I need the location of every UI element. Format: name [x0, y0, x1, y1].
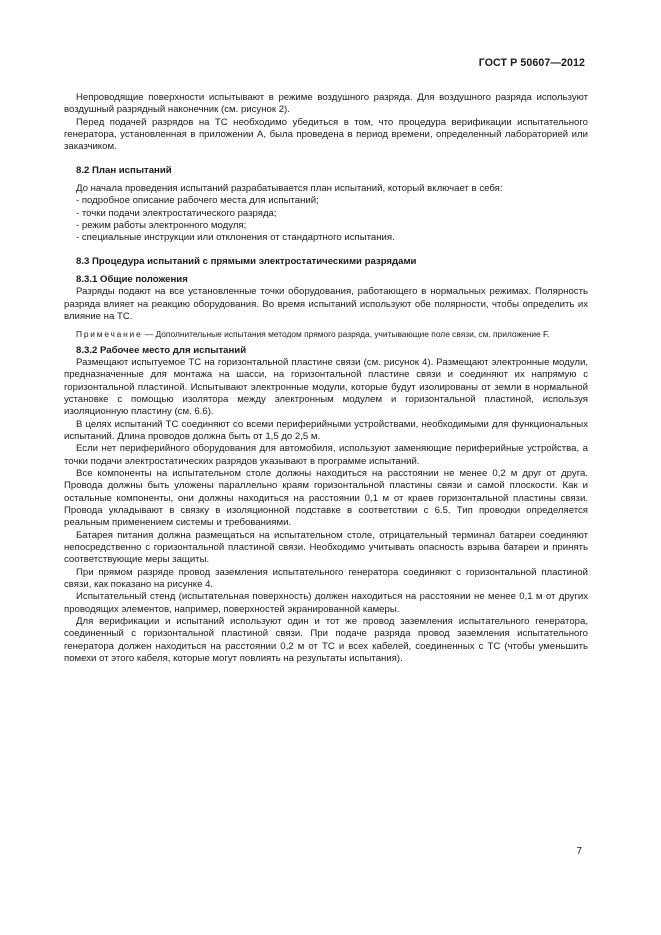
paragraph: Разряды подают на все установленные точки оборудования, работающего в нормальных режимах. Полярность разряда влияет на реакцию оборудования. Во время испытаний используют обе полярности, чтобы определить их влияние на ТС.: [64, 286, 588, 323]
section-heading-8-2: 8.2 План испытаний: [76, 164, 172, 176]
paragraph: В целях испытаний ТС соединяют со всеми периферийными устройствами, необходимыми для функциональных испытаний. Длина проводов должна быть от 1,5 до 2,5 м.: [64, 418, 588, 442]
note: [64, 329, 588, 340]
section-heading-8-3-1: 8.3.1 Общие положения: [76, 274, 188, 286]
list-item: - специальные инструкции или отклонения от стандартного испытания.: [76, 232, 395, 244]
note-label: Примечание: [76, 328, 143, 339]
document-id: ГОСТ Р 50607—2012: [478, 57, 585, 69]
note-text: — Дополнительные испытания методом прямого разряда, учитывающие поле связи, см. приложение F.: [142, 328, 550, 339]
paragraph: Для верификации и испытаний используют один и тот же провод заземления испытательного генератора, соединенный с горизонтальной пластиной связи. При подаче разряда провод заземления испытательного генератора должен находиться на расстоянии 0,2 м от ТС и всех кабелей, соединенных с ТС (чтобы уменьшить помехи от этого кабеля, которые могут повлиять на результаты испытания).: [64, 616, 588, 665]
paragraph: Перед подачей разрядов на ТС необходимо убедиться в том, что процедура верификации испытательного генератора, установленная в приложении А, была проведена в период времени, определенный лабораторией или заказчиком.: [64, 116, 588, 153]
page-number: 7: [576, 846, 582, 857]
section-heading-8-3-2: 8.3.2 Рабочее место для испытаний: [76, 344, 247, 356]
paragraph: Все компоненты на испытательном столе должны находиться на расстоянии не менее 0,2 м друг от друга. Провода должны быть уложены параллельно краям горизонтальной пластины связи и самой плоскости. Как и остальные компоненты, они должны находиться на расстоянии 0,1 м от краев горизонтальной пластины связи. Провода укладывают в связку в изоляционной подставке в соответствии с 6.5. Тип проводки определяется реальным применением системы и требованиями.: [64, 467, 588, 529]
paragraph: Размещают испытуемое ТС на горизонтальной пластине связи (см. рисунок 4). Размещают электронные модули, предназначенные для монтажа на шасси, на горизонтальной пластине связи и соединяют их напрямую с горизонтальной пластиной. Испытывают электронные модули, которые будут изолированы от земли в нормальной установке с помощью изолятора между электронным модулем и горизонтальной пластиной, используя изоляционную пластину (см. 6.6).: [64, 356, 588, 418]
paragraph: Непроводящие поверхности испытывают в режиме воздушного разряда. Для воздушного разряда используют воздушный разрядный наконечник (см. рисунок 2).: [64, 92, 588, 116]
list-item: - режим работы электронного модуля;: [76, 220, 247, 232]
list-item: - точки подачи электростатического разряда;: [76, 207, 277, 219]
list-item: - подробное описание рабочего места для испытаний;: [76, 195, 319, 207]
paragraph: При прямом разряде провод заземления испытательного генератора соединяют с горизонтальной пластиной связи, как показано на рисунке 4.: [64, 566, 588, 591]
page-content: [64, 92, 588, 665]
paragraph: Если нет периферийного оборудования для автомобиля, используют заменяющие периферийные устройства, а точки подачи электростатических разрядов указывают в программе испытаний.: [64, 443, 588, 467]
paragraph: Батарея питания должна размещаться на испытательном столе, отрицательный терминал батареи соединяют непосредственно с горизонтальной пластиной связи. Необходимо учитывать опасность взрыва батареи и принять соответствующие меры защиты.: [64, 529, 588, 566]
test-plan-list: [64, 195, 588, 244]
section-heading-8-3: 8.3 Процедура испытаний с прямыми электростатическими разрядами: [76, 255, 417, 267]
paragraph: Испытательный стенд (испытательная поверхность) должен находиться на расстоянии не менее 0,1 м от других проводящих элементов, например, поверхностей экранированной камеры.: [64, 591, 588, 615]
paragraph: До начала проведения испытаний разрабатывается план испытаний, который включает в себя:: [76, 183, 503, 195]
